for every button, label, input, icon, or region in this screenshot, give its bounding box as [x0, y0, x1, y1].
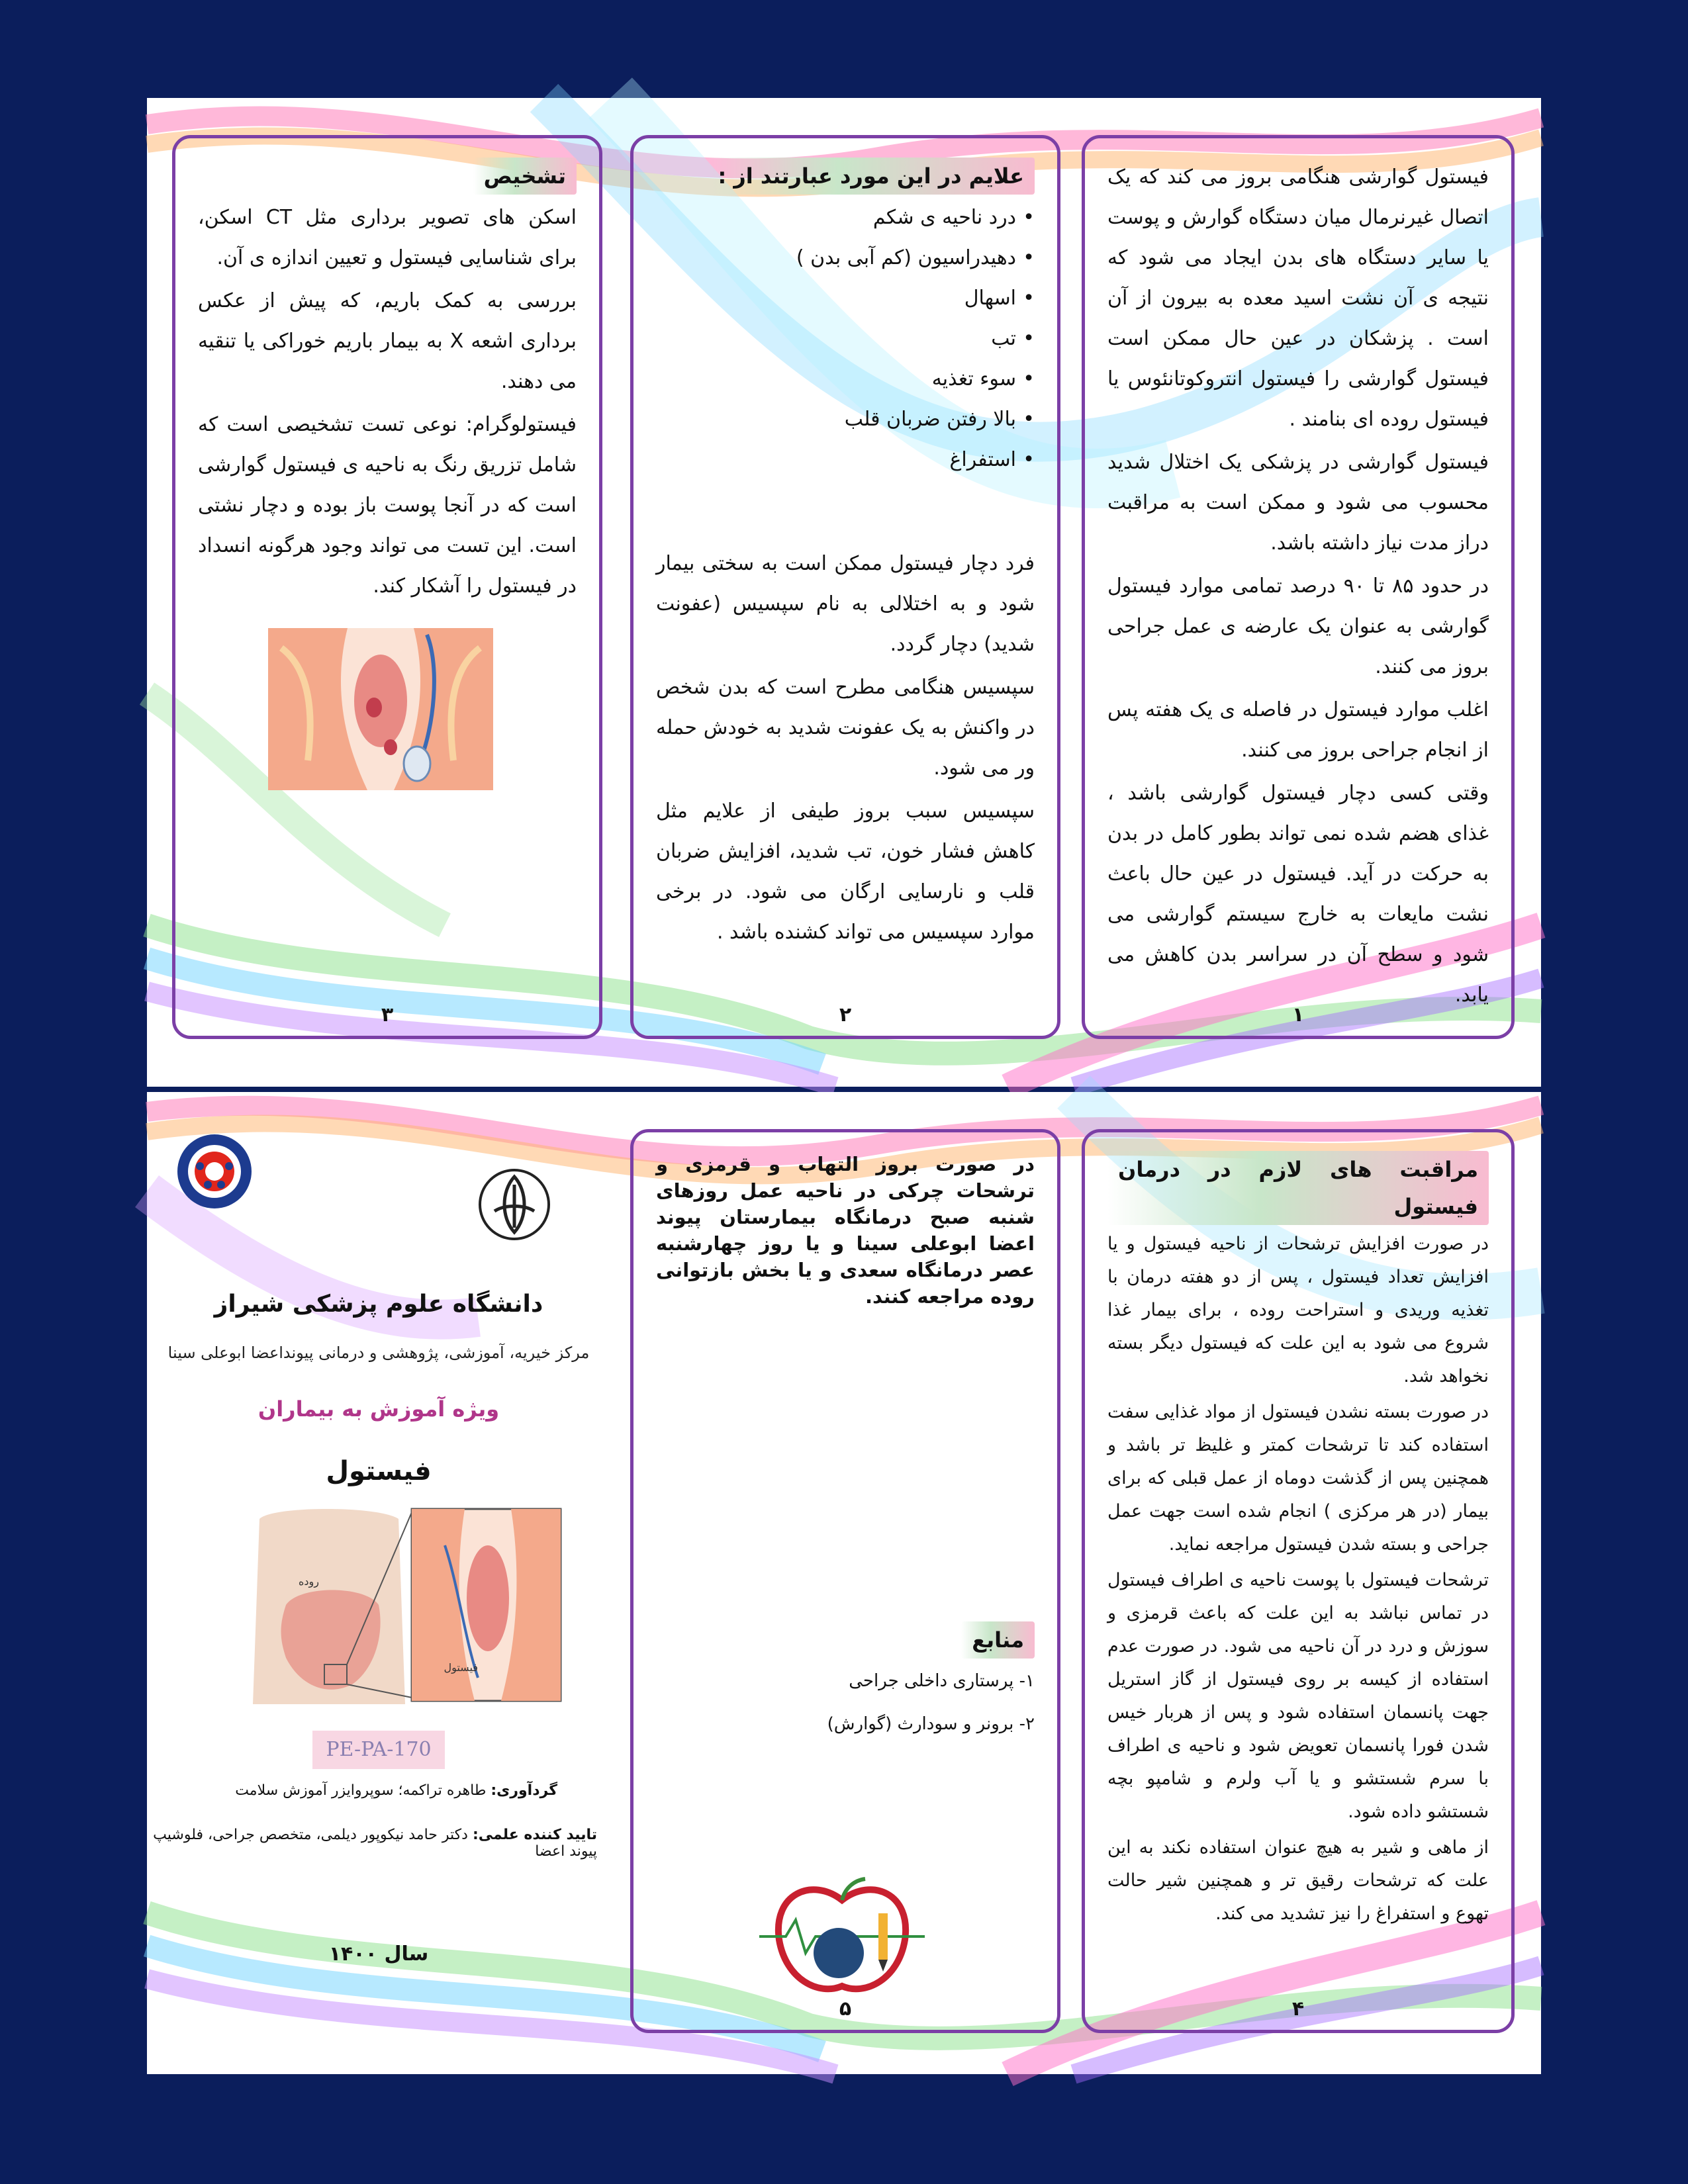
approver-name: دکتر حامد نیکوپور دیلمی، متخصص جراحی، فلوشیپ پیوند اعضا: [153, 1827, 597, 1860]
organ-transplant-center-logo: [175, 1132, 254, 1211]
page-number: ۴: [1291, 1997, 1305, 2021]
illustration-label-bowel: روده: [299, 1575, 319, 1588]
paragraph: ترشحات فیستول با پوست ناحیه ی اطراف فیستول در تماس نباشد به این علت که باعث قرمزی و سوزش و درد در آن ناحیه می شود. در صورت عدم استفاده از کیسه بر روی فیستول از گاز استریل جهت پانسمان استفاده شود و پس از هربار خیس شدن فورا پانسمان تعویض شود و ناحیه ی اطراف با سرم شستشو و یا آب ولرم و شامپو بچه شستشو داده شود.: [1107, 1570, 1489, 1822]
page-number: ۱: [1291, 1003, 1305, 1026]
brochure-sheet-outer: [147, 98, 1541, 1087]
panel-page-3: [172, 135, 602, 1039]
heading-sources: منابع: [961, 1621, 1035, 1659]
center-name: مرکز خیریه، آموزشی، پژوهشی و درمانی پیونداعضا ابوعلی سینا: [167, 1343, 590, 1362]
list-item: • سوء تغذیه: [656, 359, 1035, 399]
paragraph: فیستول گوارشی در پزشکی یک اختلال شدید محسوب می شود و ممکن است به مراقبت دراز مدت نیاز داشته باشد.: [1107, 451, 1489, 555]
list-item: • دهیدراسیون (کم آبی بدن ): [656, 238, 1035, 278]
list-item: • بالا رفتن ضربان قلب: [656, 399, 1035, 439]
symptom-list: [656, 197, 1035, 480]
approver-line: [147, 1827, 597, 1860]
heading-diagnosis: تشخیص: [473, 158, 577, 195]
paragraph: در صورت افزایش ترشحات از ناحیه فیستول و یا افزایش تعداد فیستول ، پس از دو هفته درمان با تغذیه وریدی و استراحت روده ، برای بیمار غذا شروع می شود به این علت که فیستول دیگر بسته نخواهد شد.: [1107, 1234, 1489, 1387]
paragraph: فیستولوگرام: نوعی تست تشخیصی است که شامل تزریق رنگ به ناحیه ی فیستول گوارشی است که در آنجا پوست باز بوده و دچار نشتی است. این تست می تواند وجود هرگونه انسداد در فیستول را آشکار کند.: [198, 413, 577, 598]
cover-panel: [147, 1092, 610, 2074]
paragraph: وقتی کسی دچار فیستول گوارشی باشد ، غذای هضم شده نمی تواند بطور کامل در بدن به حرکت در آید. فیستول در عین حال باعث نشت مایعات به خارج سیستم گوارشی می شود و سطح آن در سراسر بدن کاهش می یابد.: [1107, 782, 1489, 1007]
compiler-line: [160, 1782, 557, 1799]
paragraph: بررسی به کمک باریم، که پیش از عکس برداری اشعه X به بیمار باریم خوراکی یا تنقیه می دهند.: [198, 289, 577, 393]
brochure-sheet-inner: [147, 1092, 1541, 2074]
compiler-label: گردآوری:: [491, 1782, 557, 1799]
page-number: ۳: [381, 1003, 394, 1026]
paragraph: فرد دچار فیستول ممکن است به سختی بیمار شود و به اختلالی به نام سپسیس (عفونت شدید) دچار گردد.: [656, 552, 1035, 656]
list-item: • استفراغ: [656, 439, 1035, 480]
source-item: ۲- برونر و سودارث (گوارش): [827, 1714, 1035, 1734]
page-number: ۲: [839, 1003, 852, 1026]
approver-label: تایید کننده علمی:: [472, 1827, 597, 1843]
panel-page-4: [1082, 1129, 1515, 2033]
university-name: دانشگاه علوم پزشکی شیراز: [214, 1291, 543, 1318]
warning-text: در صورت بروز التهاب و قرمزی و ترشحات چرکی در ناحیه عمل روزهای شنبه صبح درمانگاه بیمارستان پیوند اعضا ابوعلی سینا و یا روز چهارشنبه عصر درمانگاه سعدی و یا بخش بازتوانی روده مراجعه کنند.: [656, 1153, 1035, 1308]
page-number: ۵: [839, 1997, 852, 2021]
document-code: PE-PA-170: [312, 1731, 445, 1769]
panel-page-1: [1082, 135, 1515, 1039]
list-item: • درد ناحیه ی شکم: [656, 197, 1035, 238]
paragraph: سپسیس سبب بروز طیفی از علایم مثل کاهش فشار خون، تب شدید، افزایش ضربان قلب و نارسایی ارگان می شود. در برخی موارد سپسیس می تواند کشنده باشد .: [656, 799, 1035, 944]
source-item: ۱- پرستاری داخلی جراحی: [849, 1671, 1035, 1691]
paragraph: در صورت بسته نشدن فیستول از مواد غذایی سفت استفاده کند تا ترشحات کمتر و غلیظ تر باشد و همچنین پس از گذشت دوماه از عمل قبلی که برای بیمار (در هر مرکزی ) انجام شده است جهت عمل جراحی و بسته شدن فیستول مراجعه نماید.: [1107, 1402, 1489, 1555]
heading-symptoms: علایم در این مورد عبارتند از :: [707, 158, 1035, 195]
shiraz-university-logo: [475, 1165, 554, 1244]
paragraph: در حدود ۸۵ تا ۹۰ درصد تمامی موارد فیستول گوارشی به عنوان یک عارضه ی عمل جراحی بروز می کنند.: [1107, 574, 1489, 678]
abdomen-fistula-illustration: [246, 1506, 564, 1704]
brochure-topic: فیستول: [326, 1456, 432, 1486]
paragraph: اغلب موارد فیستول در فاصله ی یک هفته پس از انجام جراحی بروز می کنند.: [1107, 698, 1489, 762]
heading-care: مراقبت های لازم در درمان فیستول: [1107, 1151, 1489, 1225]
list-item: • تب: [656, 318, 1035, 359]
paragraph: فیستول گوارشی هنگامی بروز می کند که یک اتصال غیرنرمال میان دستگاه گوارش و پوست یا سایر دستگاه های بدن ایجاد می شود که نتیجه ی آن نشت اسید معده به بیرون از آن است . پزشکان در عین حال ممکن است فیستول گوارشی را فیستول انتروکوتانئوس یا فیستول روده ای بنامند .: [1107, 165, 1489, 431]
patient-education-label: ویژه آموزش به بیماران: [258, 1396, 500, 1422]
anal-fistula-illustration: [268, 628, 493, 790]
paragraph: از ماهی و شیر به هیچ عنوان استفاده نکند به این علت که ترشحات رقیق تر و همچنین شیر حالت تهوع و استفراغ را نیز تشدید می کند.: [1107, 1837, 1489, 1924]
panel-page-2: [630, 135, 1060, 1039]
paragraph: سپسیس هنگامی مطرح است که بدن شخص در واکنش به یک عفونت شدید به خودش حمله ور می شود.: [656, 676, 1035, 780]
paragraph: اسکن های تصویر برداری مثل CT اسکن، برای شناسایی فیستول و تعیین اندازه ی آن.: [198, 206, 577, 269]
compiler-name: طاهره تراکمه؛ سوپروایزر آموزش سلامت: [235, 1782, 487, 1799]
health-education-apple-logo: [759, 1874, 925, 1999]
illustration-label-fistula: فیستول: [444, 1661, 478, 1674]
panel-page-5: [630, 1129, 1060, 2033]
list-item: • اسهال: [656, 278, 1035, 318]
publication-year: سال ۱۴۰۰: [328, 1942, 429, 1966]
